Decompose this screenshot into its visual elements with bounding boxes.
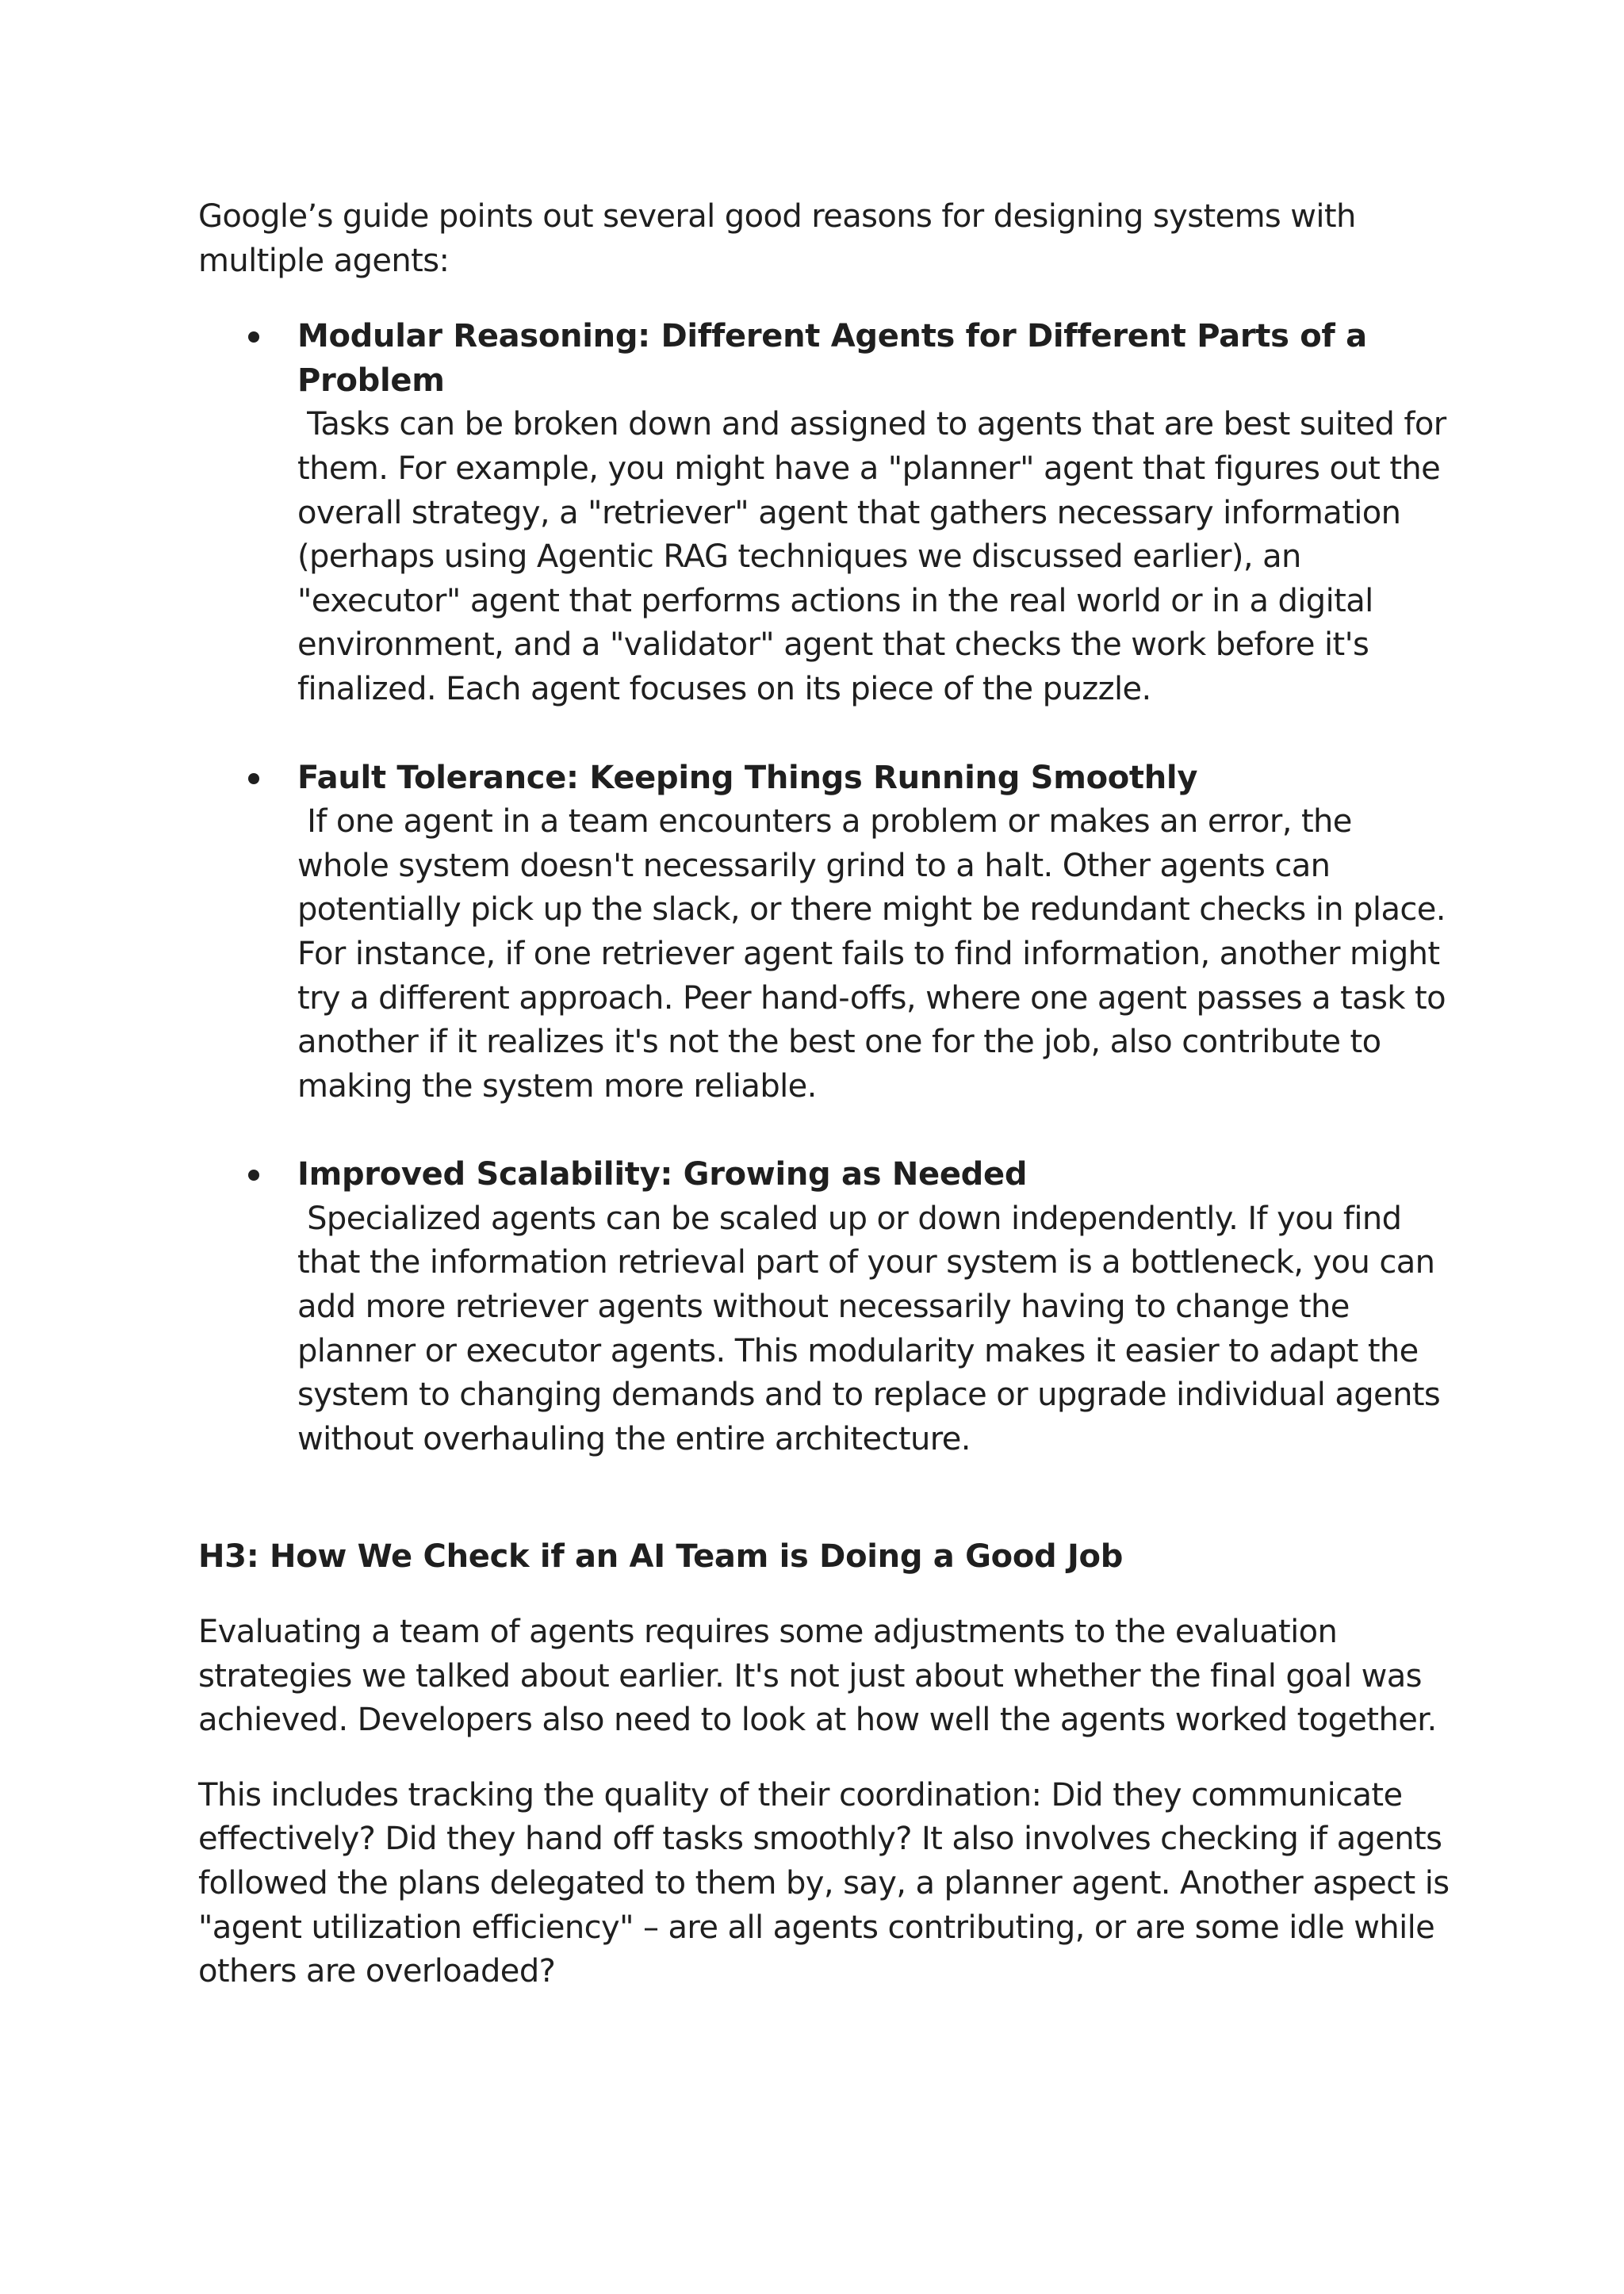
intro-paragraph: Google’s guide points out several good reasons for designing systems with multiple agents: — [198, 198, 1356, 279]
reasons-list — [198, 315, 1456, 1461]
bullet-body: Tasks can be broken down and assigned to agents that are best suited for them. For example, you might have a "planner" agent that figures out the overall strategy, a "retriever" agent that gathers necessary information (perhaps using Agentic RAG techniques we discussed earlier), an "executor" agent that performs actions in the real world or in a digital environment, and a "validator" agent that checks the work before it's finalized. Each agent focuses on its piece of the puzzle. — [297, 406, 1456, 707]
bullet-icon — [248, 331, 259, 343]
body-paragraph: Evaluating a team of agents requires some adjustments to the evaluation strategies we talked about earlier. It's not just about whether the final goal was achieved. Developers also need to look at how well the agents worked together. — [198, 1614, 1437, 1739]
bullet-icon — [248, 773, 259, 784]
section-heading: H3: How We Check if an AI Team is Doing a Good Job — [198, 1538, 1124, 1576]
list-item — [198, 1153, 1451, 1461]
list-item — [198, 315, 1456, 711]
document-page — [198, 195, 1456, 1994]
bullet-title: Improved Scalability: Growing as Needed — [297, 1156, 1028, 1193]
bullet-title: Fault Tolerance: Keeping Things Running Smoothly — [297, 759, 1198, 796]
bullet-body: If one agent in a team encounters a problem or makes an error, the whole system doesn't necessarily grind to a halt. Other agents can potentially pick up the slack, or there might be redundant checks in place. For instance, if one retriever agent fails to find information, another might try a different approach. Peer hand-offs, where one agent passes a task to another if it realizes it's not the best one for the job, also contribute to making the system more reliable. — [297, 803, 1456, 1105]
bullet-icon — [248, 1170, 259, 1181]
list-item — [198, 756, 1456, 1109]
bullet-body: Specialized agents can be scaled up or down independently. If you find that the information retrieval part of your system is a bottleneck, you can add more retriever agents without necessarily having to change the planner or executor agents. This modularity makes it easier to adapt the system to changing demands and to replace or upgrade individual agents without overhauling the entire architecture. — [297, 1200, 1450, 1457]
body-paragraph: This includes tracking the quality of their coordination: Did they communicate effectively? Did they hand off tasks smoothly? It also involves checking if agents followed the plans delegated to them by, say, a planner agent. Another aspect is "agent utilization efficiency" – are all agents contributing, or are some idle while others are overloaded? — [198, 1776, 1450, 1990]
bullet-title: Modular Reasoning: Different Agents for Different Parts of a Problem — [297, 318, 1367, 399]
